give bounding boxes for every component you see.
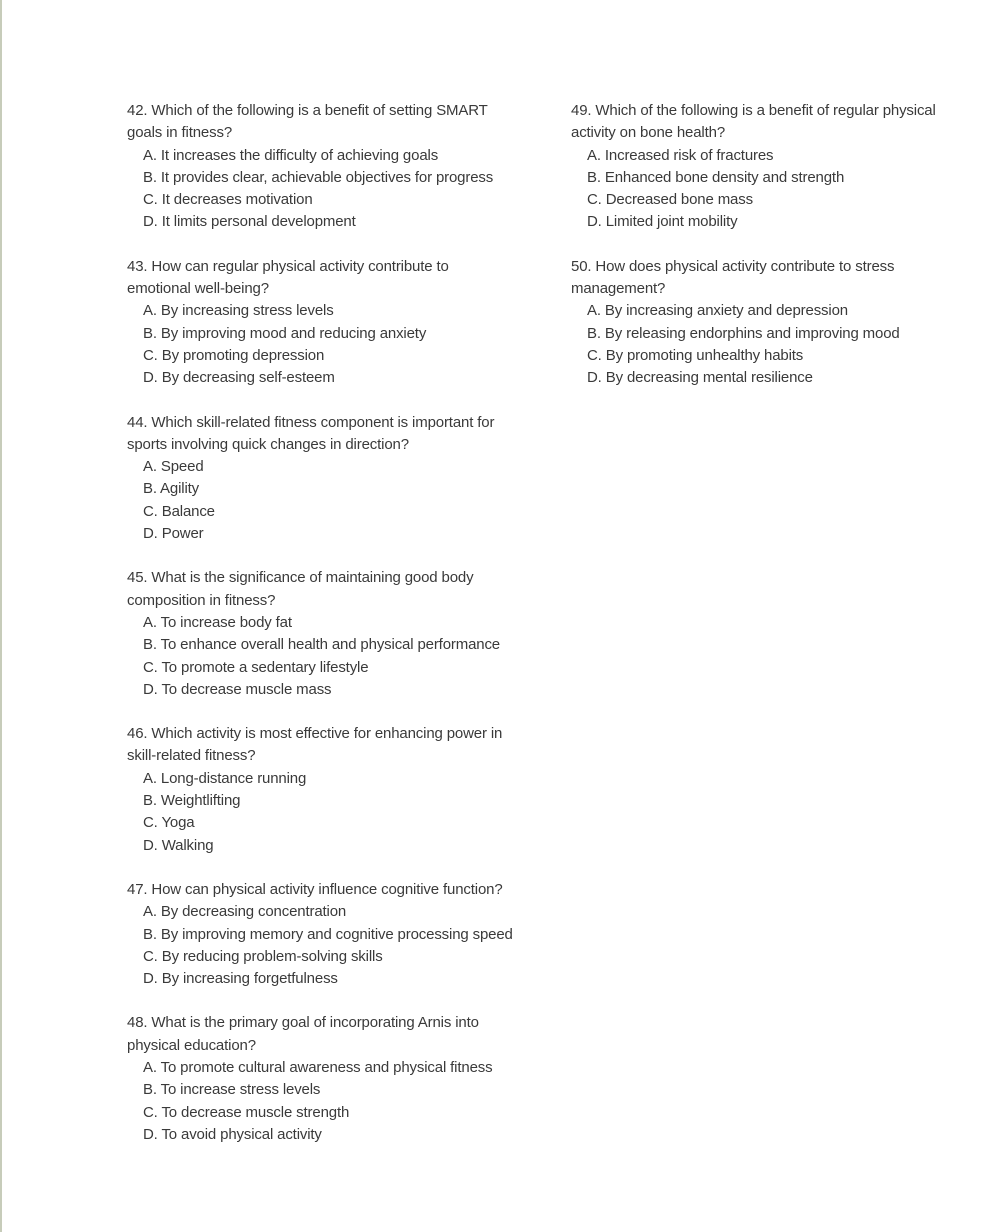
question-block-48: [127, 1012, 571, 1146]
question-text: 46. Which activity is most effective for enhancing power in: [127, 725, 503, 743]
answer-option: C. Yoga: [143, 814, 195, 832]
document-body: [127, 100, 936, 1168]
question-text: skill-related fitness?: [127, 747, 256, 765]
question-block-44: [127, 412, 571, 546]
answer-option: A. By increasing stress levels: [143, 302, 334, 320]
question-block-50: [571, 256, 936, 390]
answer-option: A. It increases the difficulty of achieving goals: [143, 146, 439, 164]
answer-option: B. It provides clear, achievable objectives for progress: [143, 168, 494, 186]
answer-option: C. To promote a sedentary lifestyle: [143, 658, 369, 676]
answer-option: D. To avoid physical activity: [143, 1125, 322, 1143]
answer-option: D. By increasing forgetfulness: [143, 970, 338, 988]
question-text: emotional well-being?: [127, 280, 269, 298]
answer-option: A. Long-distance running: [143, 769, 307, 787]
answer-option: D. Limited joint mobility: [587, 213, 738, 231]
question-text: 42. Which of the following is a benefit of setting SMART: [127, 102, 488, 119]
answer-option: A. Increased risk of fractures: [587, 146, 774, 164]
answer-option: B. Enhanced bone density and strength: [587, 168, 845, 186]
answer-option: C. By promoting unhealthy habits: [587, 346, 804, 364]
answer-option: B. To enhance overall health and physical performance: [143, 636, 501, 654]
answer-option: D. By decreasing mental resilience: [587, 369, 813, 387]
question-text: physical education?: [127, 1036, 256, 1054]
question-text: 48. What is the primary goal of incorporating Arnis into: [127, 1014, 479, 1032]
answer-option: B. By improving memory and cognitive processing speed: [143, 925, 513, 943]
answer-option: B. To increase stress levels: [143, 1081, 321, 1099]
answer-option: A. By increasing anxiety and depression: [587, 302, 848, 320]
question-text: composition in fitness?: [127, 591, 276, 609]
question-block-45: [127, 567, 571, 701]
question-text: 47. How can physical activity influence cognitive function?: [127, 880, 503, 898]
answer-option: C. Decreased bone mass: [587, 191, 753, 209]
question-block-46: [127, 723, 571, 857]
question-text: 43. How can regular physical activity contribute to: [127, 257, 449, 275]
page-edge-stripe: [0, 0, 2, 1232]
question-block-47: [127, 879, 571, 990]
right-column: [571, 100, 936, 412]
answer-option: A. To promote cultural awareness and physical fitness: [143, 1058, 493, 1076]
answer-option: A. Speed: [143, 458, 204, 476]
answer-option: A. To increase body fat: [143, 613, 292, 631]
question-block-42: [127, 100, 571, 234]
question-text: sports involving quick changes in direction?: [127, 435, 409, 453]
answer-option: C. By reducing problem-solving skills: [143, 947, 383, 965]
answer-option: D. Power: [143, 525, 204, 543]
answer-option: B. By improving mood and reducing anxiety: [143, 324, 427, 342]
answer-option: C. It decreases motivation: [143, 191, 313, 209]
question-text: 49. Which of the following is a benefit of regular physical: [571, 102, 936, 119]
answer-option: B. By releasing endorphins and improving mood: [587, 324, 900, 342]
question-text: 44. Which skill-related fitness component is important for: [127, 413, 495, 431]
answer-option: D. By decreasing self-esteem: [143, 369, 335, 387]
question-text: management?: [571, 280, 666, 298]
answer-option: B. Agility: [143, 480, 200, 498]
answer-option: D. It limits personal development: [143, 213, 356, 231]
answer-option: A. By decreasing concentration: [143, 903, 347, 921]
question-block-49: [571, 100, 936, 234]
question-text: activity on bone health?: [571, 124, 726, 142]
answer-option: C. Balance: [143, 502, 215, 520]
left-column: [127, 100, 571, 1168]
question-block-43: [127, 256, 571, 390]
question-text: goals in fitness?: [127, 124, 233, 142]
question-text: 50. How does physical activity contribute to stress: [571, 257, 895, 275]
answer-option: C. To decrease muscle strength: [143, 1103, 350, 1121]
answer-option: C. By promoting depression: [143, 346, 325, 364]
answer-option: B. Weightlifting: [143, 792, 241, 810]
answer-option: D. Walking: [143, 836, 214, 854]
answer-option: D. To decrease muscle mass: [143, 680, 332, 698]
question-text: 45. What is the significance of maintaining good body: [127, 569, 474, 587]
